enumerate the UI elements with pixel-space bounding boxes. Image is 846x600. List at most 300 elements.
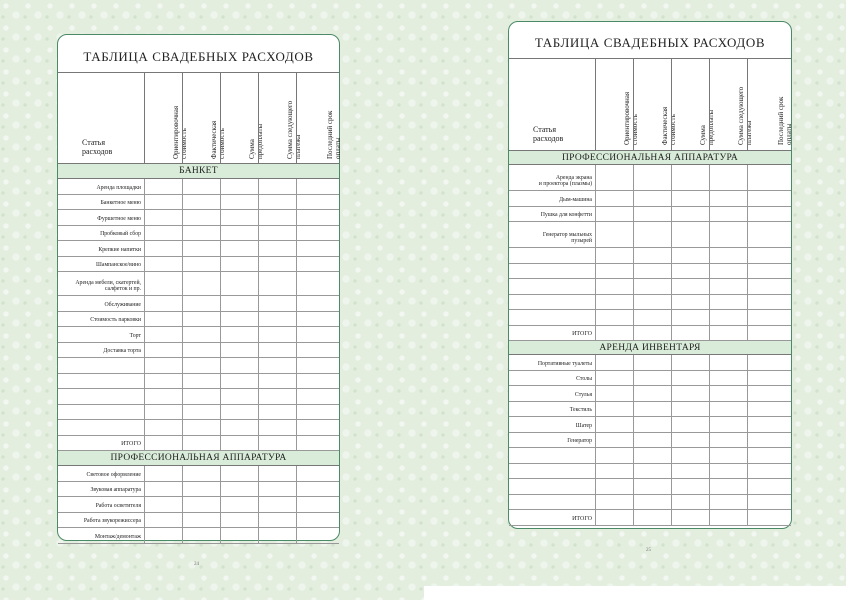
table-cell: [296, 513, 339, 528]
table-cell: [144, 436, 182, 451]
section-rows: [58, 466, 339, 544]
column-header-next-payment: [709, 59, 753, 150]
expense-item-label: [58, 312, 144, 327]
table-cell: [296, 466, 339, 481]
column-header-label: Сумма следующего платежа: [285, 100, 302, 159]
table-cell: [182, 312, 220, 327]
table-cell: [709, 510, 747, 525]
table-cell: [709, 248, 747, 263]
table-cell: [144, 257, 182, 272]
table-row: [509, 295, 791, 311]
table-cell: [182, 405, 220, 420]
table-cell: [144, 497, 182, 512]
expense-item-label: [509, 207, 595, 222]
expense-item-label: [509, 264, 595, 279]
table-cell: [747, 279, 790, 294]
table-header: [58, 72, 342, 164]
expense-item-label: [509, 326, 595, 341]
table-cell: [671, 371, 709, 386]
table-cell: [595, 433, 633, 448]
table-cell: [595, 510, 633, 525]
column-header-actual: [633, 59, 677, 150]
column-header-deadline: [296, 73, 342, 163]
column-header-estimated: [144, 73, 188, 163]
table-row: [58, 497, 339, 513]
table-cell: [258, 226, 296, 241]
total-row: [58, 436, 339, 452]
table-cell: [633, 248, 671, 263]
table-cell: [709, 386, 747, 401]
table-cell: [633, 191, 671, 206]
table-cell: [144, 405, 182, 420]
table-row: [509, 248, 791, 264]
table-cell: [595, 417, 633, 432]
expense-item-text: Шатер: [575, 422, 592, 429]
expense-item-label: [509, 417, 595, 432]
table-cell: [296, 389, 339, 404]
table-row: [509, 279, 791, 295]
table-cell: [144, 272, 182, 295]
expense-item-text: ИТОГО: [572, 515, 592, 522]
table-cell: [220, 528, 258, 543]
table-cell: [182, 179, 220, 194]
table-row: [509, 386, 791, 402]
table-cell: [633, 495, 671, 510]
table-cell: [671, 264, 709, 279]
table-row: [58, 374, 339, 390]
table-cell: [220, 210, 258, 225]
table-row: [58, 296, 339, 312]
expense-item-label: [58, 226, 144, 241]
expense-item-label: [58, 420, 144, 435]
table-cell: [258, 179, 296, 194]
expense-item-text: ИТОГО: [572, 331, 592, 338]
expense-item-text: Работа осветителя: [95, 502, 141, 509]
table-cell: [671, 355, 709, 370]
table-cell: [258, 513, 296, 528]
table-cell: [747, 310, 790, 325]
table-cell: [633, 295, 671, 310]
table-row: [58, 482, 339, 498]
table-cell: [709, 433, 747, 448]
table-cell: [633, 417, 671, 432]
column-header-label: Фактическая стоимость: [660, 106, 677, 145]
table-cell: [671, 448, 709, 463]
expense-item-label: [509, 279, 595, 294]
table-cell: [671, 295, 709, 310]
expense-item-label: [58, 257, 144, 272]
table-cell: [182, 482, 220, 497]
expense-item-label: [58, 195, 144, 210]
table-cell: [595, 248, 633, 263]
table-cell: [747, 371, 790, 386]
table-cell: [182, 497, 220, 512]
expense-item-label: [509, 222, 595, 247]
table-cell: [144, 226, 182, 241]
column-header-prepayment: [671, 59, 715, 150]
table-cell: [182, 257, 220, 272]
table-cell: [595, 355, 633, 370]
column-header-prepayment: [220, 73, 264, 163]
table-cell: [220, 405, 258, 420]
table-cell: [144, 312, 182, 327]
table-cell: [220, 482, 258, 497]
table-row: [509, 479, 791, 495]
column-header-label: Сумма следующего платежа: [736, 86, 753, 145]
table-cell: [258, 296, 296, 311]
table-cell: [747, 295, 790, 310]
table-cell: [747, 510, 790, 525]
expense-item-text: Столы: [576, 376, 592, 383]
table-cell: [633, 433, 671, 448]
table-cell: [182, 210, 220, 225]
table-cell: [258, 374, 296, 389]
table-cell: [595, 222, 633, 247]
table-cell: [747, 464, 790, 479]
section-rows: [509, 165, 791, 341]
expense-item-text: Генератор мыльных пузырей: [542, 231, 592, 245]
column-header-label: Ориентировочная стоимость: [171, 105, 188, 159]
table-cell: [144, 513, 182, 528]
table-cell: [296, 436, 339, 451]
expense-item-label: [509, 248, 595, 263]
table-cell: [258, 312, 296, 327]
table-cell: [633, 207, 671, 222]
expense-item-text: Аренда экрана и проектора (плазмы): [538, 174, 592, 188]
table-cell: [144, 528, 182, 543]
table-cell: [595, 279, 633, 294]
table-cell: [671, 386, 709, 401]
table-row: [58, 420, 339, 436]
right-page: [508, 21, 792, 529]
table-row: [509, 417, 791, 433]
table-cell: [258, 272, 296, 295]
table-cell: [709, 495, 747, 510]
expense-item-label: [58, 241, 144, 256]
expense-item-text: Пробковый сбор: [100, 231, 141, 238]
table-cell: [595, 402, 633, 417]
table-cell: [144, 179, 182, 194]
table-cell: [633, 448, 671, 463]
expense-item-label: [58, 296, 144, 311]
table-cell: [671, 310, 709, 325]
expense-item-label: [58, 497, 144, 512]
table-cell: [671, 207, 709, 222]
table-cell: [595, 479, 633, 494]
column-header-item: [509, 59, 595, 150]
expense-item-label: [58, 528, 144, 543]
table-cell: [709, 355, 747, 370]
column-header-item: [58, 73, 144, 163]
column-header-actual: [182, 73, 226, 163]
table-cell: [709, 207, 747, 222]
table-cell: [747, 417, 790, 432]
section-rows: [509, 355, 791, 526]
expense-item-label: [58, 343, 144, 358]
table-cell: [182, 513, 220, 528]
table-row: [58, 226, 339, 242]
table-row: [509, 165, 791, 191]
table-cell: [182, 466, 220, 481]
table-cell: [671, 417, 709, 432]
table-cell: [709, 165, 747, 190]
table-row: [509, 464, 791, 480]
table-cell: [144, 389, 182, 404]
table-cell: [296, 241, 339, 256]
table-cell: [671, 479, 709, 494]
expense-item-label: [509, 464, 595, 479]
page-bottom-edge: [424, 586, 846, 600]
table-cell: [296, 226, 339, 241]
expense-item-text: Аренда мебели, скатертей, салфеток и пр.: [75, 279, 141, 293]
table-row: [58, 466, 339, 482]
table-cell: [296, 358, 339, 373]
table-cell: [144, 358, 182, 373]
table-cell: [258, 405, 296, 420]
table-row: [58, 195, 339, 211]
page-title: ТАБЛИЦА СВАДЕБНЫХ РАСХОДОВ: [534, 35, 766, 50]
table-cell: [595, 371, 633, 386]
table-cell: [595, 264, 633, 279]
expense-item-text: Световое оформление: [86, 471, 141, 478]
section-pro-equipment: ПРОФЕССИОНАЛЬНАЯ АППАРАТУРА: [509, 151, 791, 165]
expense-item-text: Аренда площадки: [96, 184, 141, 191]
table-cell: [258, 436, 296, 451]
table-row: [58, 272, 339, 296]
table-cell: [709, 402, 747, 417]
table-cell: [144, 420, 182, 435]
table-row: [58, 358, 339, 374]
expense-item-text: Портативные туалеты: [537, 360, 592, 367]
expense-item-label: [509, 310, 595, 325]
table-cell: [182, 195, 220, 210]
table-cell: [220, 358, 258, 373]
table-row: [58, 257, 339, 273]
table-cell: [144, 296, 182, 311]
table-cell: [220, 436, 258, 451]
table-cell: [595, 191, 633, 206]
table-cell: [747, 355, 790, 370]
table-cell: [595, 295, 633, 310]
table-cell: [182, 226, 220, 241]
total-row: [509, 326, 791, 342]
table-cell: [595, 165, 633, 190]
table-cell: [258, 327, 296, 342]
expense-item-label: [509, 355, 595, 370]
table-cell: [296, 296, 339, 311]
left-page: [57, 34, 340, 541]
table-cell: [144, 374, 182, 389]
table-cell: [144, 343, 182, 358]
table-cell: [182, 389, 220, 404]
table-cell: [709, 279, 747, 294]
table-cell: [258, 195, 296, 210]
expense-item-text: Банкетное меню: [100, 200, 141, 207]
expense-item-label: [509, 479, 595, 494]
table-cell: [633, 355, 671, 370]
table-cell: [258, 528, 296, 543]
table-cell: [747, 264, 790, 279]
table-cell: [747, 386, 790, 401]
table-row: [58, 241, 339, 257]
table-cell: [220, 497, 258, 512]
table-cell: [182, 343, 220, 358]
section-rows: [58, 179, 339, 451]
table-cell: [296, 482, 339, 497]
table-row: [509, 448, 791, 464]
table-cell: [182, 241, 220, 256]
expense-item-text: Стоимость парковки: [90, 317, 141, 324]
table-cell: [296, 272, 339, 295]
table-cell: [747, 248, 790, 263]
column-header-label: Статья расходов: [82, 138, 113, 156]
table-cell: [595, 464, 633, 479]
table-cell: [144, 241, 182, 256]
expense-item-text: Дым-машина: [559, 196, 592, 203]
column-header-label: Сумма предоплаты: [247, 123, 264, 159]
page-number: 24: [194, 562, 199, 567]
table-cell: [258, 497, 296, 512]
table-row: [58, 312, 339, 328]
column-header-label: Фактическая стоимость: [209, 120, 226, 159]
table-row: [509, 191, 791, 207]
expense-item-label: [509, 510, 595, 525]
table-row: [58, 528, 339, 544]
table-cell: [671, 326, 709, 341]
table-cell: [220, 312, 258, 327]
expense-item-label: [58, 466, 144, 481]
table-row: [58, 513, 339, 529]
table-cell: [747, 448, 790, 463]
table-cell: [220, 466, 258, 481]
table-cell: [633, 222, 671, 247]
table-cell: [709, 310, 747, 325]
expense-item-label: [509, 165, 595, 190]
table-cell: [709, 295, 747, 310]
table-row: [509, 264, 791, 280]
table-cell: [182, 436, 220, 451]
table-cell: [747, 191, 790, 206]
table-cell: [633, 386, 671, 401]
column-header-deadline: [747, 59, 793, 150]
table-cell: [747, 495, 790, 510]
table-header: [509, 58, 791, 151]
table-cell: [595, 386, 633, 401]
table-cell: [709, 222, 747, 247]
expense-item-label: [58, 272, 144, 295]
table-cell: [633, 264, 671, 279]
table-cell: [747, 326, 790, 341]
column-header-label: Последний срок оплаты: [777, 96, 793, 145]
table-cell: [258, 482, 296, 497]
page-number: 25: [646, 548, 651, 553]
expense-item-text: Текстиль: [569, 407, 592, 414]
table-cell: [220, 420, 258, 435]
expense-item-text: Доставка торта: [103, 348, 141, 355]
expense-item-text: Стулья: [574, 391, 592, 398]
table-cell: [709, 417, 747, 432]
table-cell: [296, 195, 339, 210]
table-cell: [296, 343, 339, 358]
expense-item-label: [58, 358, 144, 373]
expense-item-label: [58, 482, 144, 497]
table-cell: [671, 433, 709, 448]
table-cell: [633, 402, 671, 417]
table-cell: [671, 402, 709, 417]
total-row: [509, 510, 791, 526]
table-cell: [144, 482, 182, 497]
page-title: ТАБЛИЦА СВАДЕБНЫХ РАСХОДОВ: [83, 49, 314, 64]
table-cell: [633, 479, 671, 494]
expense-item-label: [509, 433, 595, 448]
table-cell: [296, 179, 339, 194]
table-cell: [220, 389, 258, 404]
expense-item-label: [58, 327, 144, 342]
table-cell: [258, 466, 296, 481]
table-cell: [144, 210, 182, 225]
table-cell: [633, 326, 671, 341]
table-row: [58, 179, 339, 195]
expense-item-label: [509, 495, 595, 510]
expense-item-text: ИТОГО: [121, 441, 141, 448]
expense-item-label: [58, 374, 144, 389]
expense-item-label: [58, 405, 144, 420]
table-cell: [220, 327, 258, 342]
table-cell: [296, 257, 339, 272]
table-cell: [220, 374, 258, 389]
expense-item-label: [509, 402, 595, 417]
table-row: [509, 207, 791, 223]
table-cell: [182, 296, 220, 311]
table-row: [509, 433, 791, 449]
table-cell: [296, 420, 339, 435]
table-row: [58, 343, 339, 359]
table-cell: [296, 374, 339, 389]
table-cell: [220, 513, 258, 528]
table-cell: [182, 327, 220, 342]
expense-item-text: Работа звукорежиссера: [83, 518, 141, 525]
expense-item-text: Генератор: [567, 438, 592, 445]
table-cell: [595, 326, 633, 341]
expense-item-text: Крепкие напитки: [98, 246, 141, 253]
expense-item-label: [509, 448, 595, 463]
table-row: [509, 222, 791, 248]
table-cell: [633, 279, 671, 294]
table-cell: [633, 510, 671, 525]
table-cell: [258, 420, 296, 435]
table-cell: [671, 279, 709, 294]
table-cell: [144, 466, 182, 481]
table-cell: [595, 495, 633, 510]
column-header-estimated: [595, 59, 639, 150]
table-cell: [709, 326, 747, 341]
expense-item-label: [509, 295, 595, 310]
table-row: [509, 310, 791, 326]
expense-item-label: [58, 513, 144, 528]
table-row: [58, 405, 339, 421]
expense-item-text: Звуковая аппаратура: [90, 487, 141, 494]
section-inventory-rental: АРЕНДА ИНВЕНТАРЯ: [509, 341, 791, 355]
table-cell: [633, 464, 671, 479]
table-cell: [747, 402, 790, 417]
table-cell: [258, 343, 296, 358]
table-cell: [709, 464, 747, 479]
table-cell: [747, 222, 790, 247]
table-cell: [671, 510, 709, 525]
table-cell: [258, 257, 296, 272]
expense-item-text: Фуршетное меню: [97, 215, 141, 222]
expense-item-label: [509, 386, 595, 401]
